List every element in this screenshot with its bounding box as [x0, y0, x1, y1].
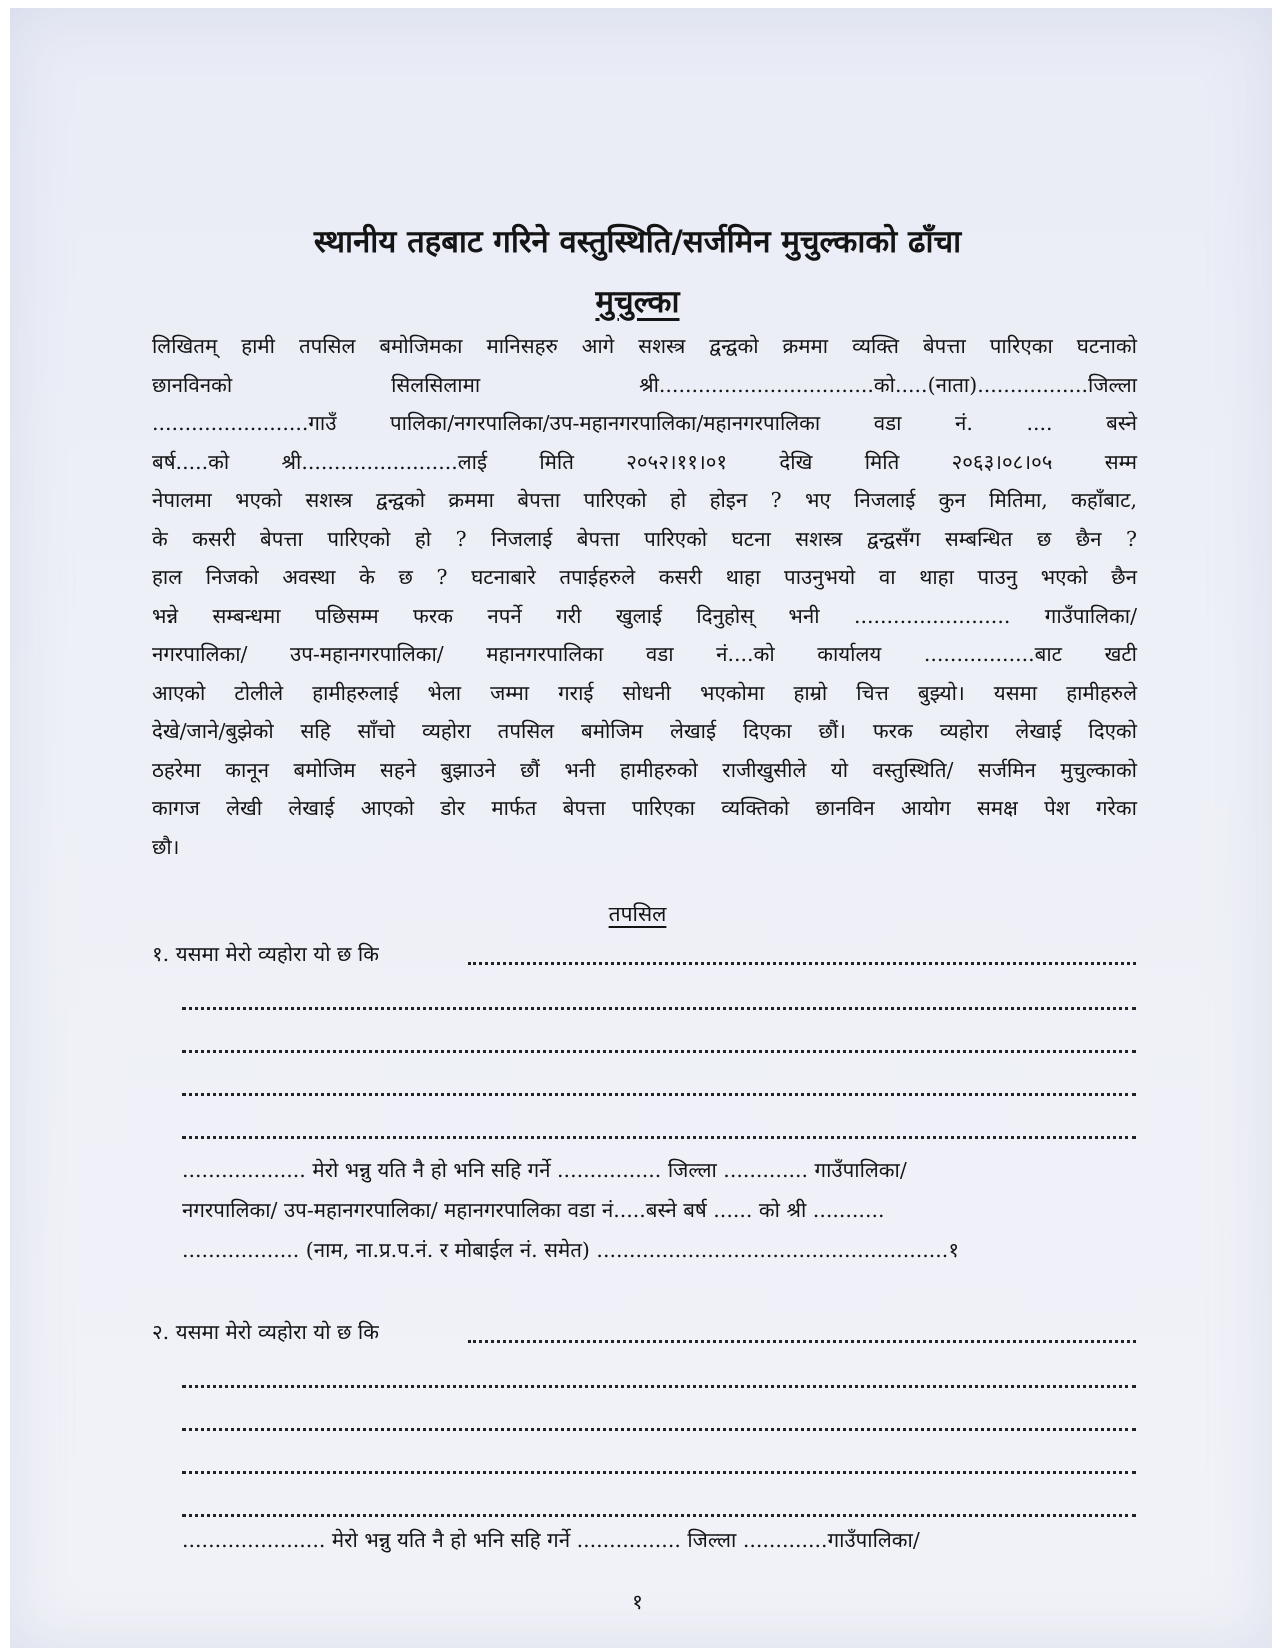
paragraph-line: के कसरी बेपत्ता पारिएको हो ? निजलाई बेपत्ता पारिएको घटना सशस्त्र द्वन्द्वसँग सम्बन्धित छ छैन ? — [152, 526, 1138, 551]
item2-fill-line[interactable] — [182, 1385, 1136, 1388]
item2-label: २. यसमा मेरो व्यहोरा यो छ कि — [152, 1320, 379, 1344]
item1-fill-line[interactable] — [182, 1136, 1136, 1139]
paragraph-line: नगरपालिका/ उप-महानगरपालिका/ महानगरपालिका वडा नं....को कार्यालय .................बाट खटी — [152, 642, 1137, 666]
item2-fill-line[interactable] — [182, 1471, 1136, 1474]
item1-label: १. यसमा मेरो व्यहोरा यो छ कि — [152, 942, 379, 966]
paragraph-line: आएको टोलीले हामीहरुलाई भेला जम्मा गराई सोधनी भएकोमा हाम्रो चित्त बुझ्यो। यसमा हामीहरुले — [152, 680, 1137, 705]
schedule-heading: तपसिल — [608, 902, 667, 926]
document-subtitle: मुचुल्का — [595, 284, 680, 320]
paragraph-line: ठहरेमा कानून बमोजिम सहने बुझाउने छौं भनी हामीहरुको राजीखुसीले यो वस्तुस्थिति/ सर्जमिन मुचुल्काको — [152, 757, 1137, 782]
paragraph-line: लिखितम् हामी तपसिल बमोजिमका मानिसहरु आगे सशस्त्र द्वन्द्वको क्रममा व्यक्ति बेपत्ता पारिएका घटनाको — [152, 334, 1137, 358]
paragraph-line: ........................गाउँ पालिका/नगरपालिका/उप-महानगरपालिका/महानगरपालिका वडा नं. .... बस्ने — [152, 411, 1137, 435]
item1-fill-line[interactable] — [182, 1007, 1136, 1010]
paragraph-line: देखे/जाने/बुझेको सहि साँचो व्यहोरा तपसिल बमोजिम लेखाई दिएका छौं। फरक व्यहोरा लेखाई दिएको — [152, 719, 1137, 743]
paragraph-line: कागज लेखी लेखाई आएको डोर मार्फत बेपत्ता पारिएका व्यक्तिको छानविन आयोग समक्ष पेश गरेका — [152, 796, 1137, 820]
item2-fill-line[interactable] — [468, 1340, 1136, 1343]
main-paragraph — [152, 327, 1137, 866]
item1-fill-line[interactable] — [182, 1093, 1136, 1096]
item1-signature-line: .................. (नाम, ना.प्र.प.नं. र मोबाईल नं. समेत) ......................................................१ — [182, 1238, 959, 1262]
item1-signature-line: ................... मेरो भन्नु यति नै हो भनि सहि गर्ने ................ जिल्ला ............. गाउँपालिका/ — [182, 1158, 907, 1182]
item2-fill-line[interactable] — [182, 1514, 1136, 1517]
item1-fill-line[interactable] — [182, 1050, 1136, 1053]
item1-signature-line: नगरपालिका/ उप-महानगरपालिका/ महानगरपालिका वडा नं.....बस्ने बर्ष ...... को श्री ........... — [182, 1198, 885, 1222]
paragraph-line: हाल निजको अवस्था के छ ? घटनाबारे तपाईहरुले कसरी थाहा पाउनुभयो वा थाहा पाउनु भएको छैन — [152, 565, 1137, 589]
item2-signature-line: ...................... मेरो भन्नु यति नै हो भनि सहि गर्ने ................ जिल्ला .............गाउँपालिका/ — [182, 1528, 920, 1552]
paragraph-line: बर्ष.....को श्री........................लाई मिति २०५२।११।०१ देखि मिति २०६३।०८।०५ सम्म — [152, 449, 1137, 474]
paragraph-line: छौ। — [152, 834, 180, 859]
paragraph-line: नेपालमा भएको सशस्त्र द्वन्द्वको क्रममा बेपत्ता पारिएको हो होइन ? भए निजलाई कुन मितिमा, कहाँबाट, — [152, 488, 1137, 512]
paragraph-line: छानविनको सिलसिलामा श्री.................................को.....(नाता).................जिल्ला — [152, 372, 1137, 397]
item2-fill-line[interactable] — [182, 1428, 1136, 1431]
document-title: स्थानीय तहबाट गरिने वस्तुस्थिति/सर्जमिन मुचुल्काको ढाँचा — [313, 224, 962, 260]
item1-fill-line[interactable] — [468, 962, 1136, 965]
page-number: १ — [632, 1590, 643, 1614]
paragraph-line: भन्ने सम्बन्धमा पछिसम्म फरक नपर्ने गरी खुलाई दिनुहोस् भनी ........................ गाउँपालिका/ — [152, 603, 1137, 628]
